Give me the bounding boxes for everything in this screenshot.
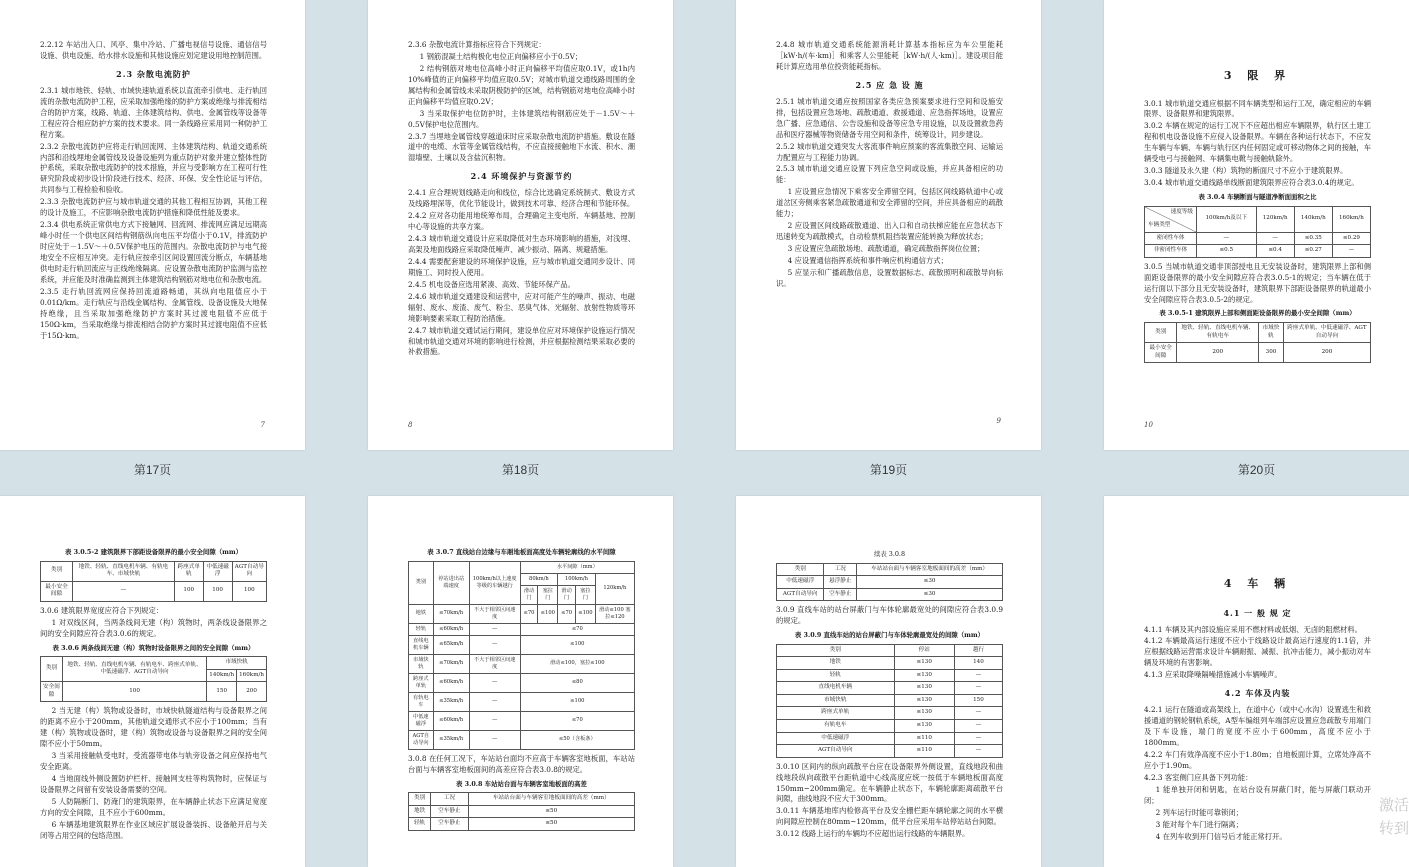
table-cell: 空车静止 xyxy=(431,818,468,831)
paragraph: 4 当地面线外侧设置防护栏杆、接触网支柱等构筑物时，应保证与设备限界之间留有安装设备需要的空间。 xyxy=(40,774,267,794)
paragraph: 4.2.1 运行在隧道或高架线上，在道中心（或中心水沟）设置逃生和救援通道的钢轮钢轨系统，A型车编组列车端部应设置应急疏散专用端门及下车设施，端门的宽度不应小于600mm，高度不应小于1800mm。 xyxy=(1144,705,1371,747)
table-row xyxy=(409,730,635,749)
table-cell: ≤35km/h xyxy=(433,692,469,711)
chapter-title: 4 车 辆 xyxy=(1223,577,1292,590)
table-header: 工况 xyxy=(431,793,468,806)
page-23-paragraphs xyxy=(776,762,1003,841)
table-row xyxy=(409,692,635,711)
table-header: 市域快轨 xyxy=(207,657,267,670)
paragraph: 3 能对每个车门进行隔离； xyxy=(1155,819,1243,829)
table-row xyxy=(777,694,1003,707)
paragraph: 2.5.3 城市轨道交通应设置下列应急空间或设施，并应具备相应的功能： xyxy=(776,164,1003,185)
paragraph: 2 结构钢筋对地电位高峰小时正向偏移平均值应取0.1V，或1h内10%峰值的正向偏移平均值应取0.5V；对城市轨道交通线路周围的金属结构和金属管线未采取阴极防护的区域，结构钢筋对地电位高峰小时正向偏移平均值应取0.2V； xyxy=(408,63,635,106)
table-cell: ≤0.4 xyxy=(1256,245,1294,258)
table-row xyxy=(409,623,635,635)
table-cell: — xyxy=(469,711,520,730)
page-caption-18[interactable]: 第18页 xyxy=(501,463,540,477)
table-caption: 表 3.0.7 直线站台边缘与车厢地板面高度处车辆轮廓线的水平间隙 xyxy=(427,548,616,556)
table-header: 中低速磁浮 xyxy=(203,561,232,581)
document-page-21[interactable] xyxy=(0,496,305,867)
table-header: 塞拉门 xyxy=(575,585,595,604)
page-20-paragraphs xyxy=(1144,99,1371,190)
table-cell: ≤80 xyxy=(520,673,634,692)
table-cell: 100 xyxy=(62,682,206,702)
table-3-0-4 xyxy=(1144,206,1371,258)
paragraph: 3.0.6 建筑限界宽度应符合下列规定： xyxy=(40,605,164,615)
table-row xyxy=(409,673,635,692)
table-cell: — xyxy=(954,720,1002,733)
paragraph: 2.5.2 城市轨道交通突发大客流事件响应预案的客流集散空间、运输运力配置应与工程能力协调。 xyxy=(776,141,1003,162)
table-cell: ≤70 xyxy=(558,604,576,623)
table-header: 140km/h xyxy=(207,669,237,682)
table-header: 120km/h xyxy=(595,573,634,604)
paragraph: 2.4.3 城市轨道交通设计应采取降低对生态环境影响的措施，对浅埋、高架及地面线路应采取降低噪声、减少振动、隔离、规避措施。 xyxy=(408,234,635,254)
paragraph: 3 当采取保护电位防护时，主体建筑结构钢筋应处于－1.5V～＋0.5V保护电位范围内。 xyxy=(408,108,635,129)
table-cell: AGT自动导向 xyxy=(777,588,824,601)
table-cell: 100 xyxy=(232,581,266,601)
table-cell: ≤110 xyxy=(894,745,954,758)
table-3-0-8 xyxy=(408,792,635,831)
paragraph: 2.3.4 供电系统正常供电方式下接触网、回流网、排流网应满足远期高峰小时任一个供电区间结构钢筋纵向电压平均值小于0.1V，排流防护时应处于－1.5V～＋0.5V保护电压的范围内。杂散电流防护与电气接地安全不应相互冲突。走行轨应按牵引区间设置回流分断点，车辆基地供电时走行轨回流应与正线绝缘隔离。应设置杂散电流防护监测与监控系统，并应能及时准确监测到主体建筑结构钢筋对地电位和杂散电流。 xyxy=(40,220,267,284)
paragraph: 1 能单独开闭和钥匙，在站台设有屏蔽门时，能与屏蔽门联动开闭； xyxy=(1144,784,1371,805)
table-caption: 续表 3.0.8 xyxy=(873,550,906,558)
table-cell: AGT自动导向 xyxy=(409,730,434,749)
page-21-content xyxy=(40,544,267,843)
table-cell: — xyxy=(73,581,175,601)
table-cell: ≤70 xyxy=(520,604,538,623)
table-cell: — xyxy=(469,730,520,749)
table-cell: 140 xyxy=(954,657,1002,670)
paragraph: 2.4.1 应合理规划线路走向和线位，综合比选确定系统制式、敷设方式及线路埋深等，优化节能设计，做到技术可靠、经济合理和节能环保。 xyxy=(408,188,635,209)
table-caption: 表 3.0.4 车辆断面与隧道净断面面积之比 xyxy=(1198,193,1317,201)
paragraph: 1 应设置应急情况下乘客安全滞留空间，包括区间线路轨道中心或道岔区旁侧乘客紧急疏散通道和安全滞留的空间，并应具备相应的疏散能力； xyxy=(776,187,1003,219)
table-cell: 中低速磁浮 xyxy=(777,576,824,589)
paragraph: 2.5.1 城市轨道交通应按照国家各类应急预案要求进行空间和设施安排，包括设置应急场地、疏散通道、救援通道、应急指挥场地，设置应急广播、应急通信、公告设施和设备等应急专用设施，以及设置救急药品和医疗器械等物资储备专用空间和条件，统筹设计，同步建设。 xyxy=(776,96,1003,139)
table-cell: 最小安全间隙 xyxy=(1145,343,1177,363)
table-cell: 中低速磁浮 xyxy=(409,711,434,730)
table-3-0-6 xyxy=(40,656,267,702)
table-header: 类别 xyxy=(777,563,824,576)
table-cell: ≤60km/h xyxy=(433,673,469,692)
paragraph: 1 钢筋混凝土结构极化电位正向偏移应小于0.5V； xyxy=(419,51,583,61)
paragraph: 3.0.1 城市轨道交通应根据不同车辆类型和运行工况，确定相应的车辆限界、设备限界和建筑限界。 xyxy=(1144,98,1371,119)
paragraph: 5 应显示和广播疏散信息，设置数据标志、疏散照明和疏散导向标识。 xyxy=(776,267,1003,288)
table-cell: ≤0.29 xyxy=(1332,232,1370,245)
table-cell: ≤50 xyxy=(468,818,634,831)
table-cell: ≤100 xyxy=(538,604,558,623)
section-paragraphs xyxy=(1144,625,1371,682)
paragraph: 6 车辆基地建筑限界在作业区域应扩展设备装拆、设备舱开启与关闭等占用空间的包络范围。 xyxy=(40,819,267,840)
table-row xyxy=(777,732,1003,745)
table-header: 类别 xyxy=(41,561,73,581)
page-caption-17[interactable]: 第17页 xyxy=(133,463,172,477)
table-row xyxy=(41,682,267,702)
paragraph: 4 在列车收到开门信号后才能正常打开。 xyxy=(1155,831,1287,841)
table-header: 160km/h xyxy=(237,669,267,682)
table-cell: 安全间隙 xyxy=(41,682,63,702)
table-cell: 地铁 xyxy=(409,805,431,818)
table-cell: ≤0.27 xyxy=(1294,245,1332,258)
table-row xyxy=(409,805,635,818)
table-caption: 表 3.0.5-2 建筑限界下部距设备限界的最小安全间隙（mm） xyxy=(64,548,243,556)
table-cell: 不大于相邻区间速度 xyxy=(469,654,520,673)
table-cell: ≤130 xyxy=(894,720,954,733)
table-cell: ≤50 xyxy=(468,805,634,818)
table-header: 停站进出站端速度 xyxy=(433,561,469,604)
section-title: 2.5 应 急 设 施 xyxy=(855,79,924,90)
table-header: 120km/h xyxy=(1256,206,1294,232)
table-header: 类别 xyxy=(409,561,434,604)
corner-top-label: 速度等级 xyxy=(1170,208,1193,215)
table-cell: — xyxy=(954,745,1002,758)
paragraph: 3.0.9 直线车站的站台屏蔽门与车体轮廓最宽处的间隙应符合表3.0.9的规定。 xyxy=(776,605,1003,626)
page-number: 9 xyxy=(996,416,1001,425)
table-cell: 空车静止 xyxy=(431,805,468,818)
table-cell: ≤130 xyxy=(894,669,954,682)
table-cell: ≤60km/h xyxy=(433,711,469,730)
table-header: 工况 xyxy=(824,563,857,576)
page-number: 7 xyxy=(260,420,265,429)
table-cell: 有轨电车 xyxy=(777,720,895,733)
chapter-title: 3 限 界 xyxy=(1223,69,1292,82)
table-header: 滑动门 xyxy=(520,585,538,604)
table-3-0-7 xyxy=(408,561,635,750)
table-cell: 滑动≤100 塞拉≤120 xyxy=(595,604,634,623)
paragraph: 4.1.2 车辆最高运行速度不应小于线路设计最高运行速度的1.1倍，并应根据线路运营需求设计车辆耐振、减振、抗冲击能力，减小振动对车辆及环境的有害影响。 xyxy=(1144,636,1371,668)
document-page-17[interactable] xyxy=(0,0,305,450)
paragraph: 2.4.5 机电设备应选用紧凑、高效、节能环保产品。 xyxy=(408,279,575,289)
table-cell: — xyxy=(954,669,1002,682)
page-19-content xyxy=(776,40,1003,291)
table-cell: 空车静止 xyxy=(824,588,857,601)
table-cell: 地铁 xyxy=(409,604,434,623)
table-cell: 密闭性车体 xyxy=(1145,232,1197,245)
paragraph: 4 应设置通信指挥系统和事件响应机构通信方式； xyxy=(787,255,948,265)
table-cell: — xyxy=(469,692,520,711)
table-3-0-5-2 xyxy=(40,561,267,602)
table-header: 类别 xyxy=(41,657,63,682)
section-title: 4.1 一 般 规 定 xyxy=(1223,607,1292,618)
paragraph: 2.3.2 杂散电流防护应将走行轨回流网、主体建筑结构、轨道交通系统内部和沿线埋地金属管线及设备设施列为重点防护对象并建立整体性防护系统，采取杂散电流防护的技术措施，并应与受影响方在工程可行性研究阶段或初步设计阶段进行技术、经济、环保、安全性论证与评估，共同参与工程检验和验收。 xyxy=(40,141,267,195)
table-cell: ≤130 xyxy=(894,707,954,720)
table-cell: ≤110 xyxy=(894,732,954,745)
paragraph: 4.2.2 车门有效净高度不应小于1.80m；自地板面计算，立席处净高不应小于1.90m。 xyxy=(1144,749,1371,770)
table-row xyxy=(777,682,1003,695)
table-cell: 150 xyxy=(207,682,237,702)
paragraph: 3.0.3 隧道及永久建（构）筑物的断面尺寸不应小于建筑限界。 xyxy=(1144,166,1348,176)
list-items xyxy=(1144,785,1371,843)
table-header: 市域快轨 xyxy=(1259,323,1284,343)
document-page-22[interactable] xyxy=(368,496,673,867)
table-cell: 200 xyxy=(1283,343,1370,363)
table-header: 水平间隙（mm） xyxy=(520,561,634,573)
table-3-0-9 xyxy=(776,644,1003,758)
table-header: 塞拉门 xyxy=(538,585,558,604)
table-cell: 轻轨 xyxy=(409,818,431,831)
table-cell: ≤70 xyxy=(520,711,634,730)
table-cell: 100 xyxy=(174,581,203,601)
table-row xyxy=(409,635,635,654)
table-header: 类别 xyxy=(409,793,431,806)
table-cell: — xyxy=(469,635,520,654)
table-cell: 直线电机车辆 xyxy=(777,682,895,695)
page-number: 8 xyxy=(408,420,413,429)
table-cell: ≤0.5 xyxy=(1197,245,1257,258)
table-header: AGT自动导向 xyxy=(232,561,266,581)
table-cell: 不大于相邻区间速度 xyxy=(469,604,520,623)
paragraph: 1 对双线区间，当两条线间无建（构）筑物时，两条线设备限界之间的安全间隙应符合表3.0.6的规定。 xyxy=(40,617,267,638)
table-row xyxy=(777,588,1003,601)
table-cell: 300 xyxy=(1259,343,1284,363)
paragraph: 4.1.1 车辆及其内部设施应采用不燃材料或低烟、无卤的阻燃材料。 xyxy=(1144,624,1362,634)
table-cell: 轻轨 xyxy=(409,623,434,635)
page-23-content xyxy=(776,546,1003,841)
table-cell: ≤130 xyxy=(894,694,954,707)
table-header: 跨座式单轨 xyxy=(174,561,203,581)
table-header: 越行 xyxy=(954,644,1002,657)
page-17-content xyxy=(40,40,267,342)
table-cell: ≤100 xyxy=(520,692,634,711)
table-header: 地铁、轻轨、直线电机车辆、有轨电车 xyxy=(1177,323,1259,343)
table-cell: — xyxy=(1256,232,1294,245)
table-row xyxy=(1145,245,1371,258)
table-cell: ≤35km/h xyxy=(433,730,469,749)
table-cell: AGT自动导向 xyxy=(777,745,895,758)
table-cell: 轻轨 xyxy=(777,669,895,682)
paragraph: 2.3.1 城市地铁、轻轨、市域快速轨道系统以直流牵引供电、走行轨回流的杂散电流防护工程，应采取加强绝缘的防护方案或绝缘与排流相结合的防护方案，线路、轨道、主体建筑结构、供电、金属管线等设备等工程应符合相应防护方案的技术要求。同一条线路应采用同一种防护工程方案。 xyxy=(40,85,267,139)
table-header: 地铁、轻轨、直线电机车辆、有轨电车、跨座式单轨、中低速磁浮、AGT自动导向 xyxy=(62,657,206,682)
table-cell: — xyxy=(1332,245,1370,258)
table-row xyxy=(777,707,1003,720)
table-cell: 200 xyxy=(1177,343,1259,363)
table-cell: 100 xyxy=(203,581,232,601)
table-header: 100km/h及以下 xyxy=(1197,206,1257,232)
document-page-23[interactable] xyxy=(736,496,1041,867)
table-row xyxy=(409,818,635,831)
paragraph: 2.4.7 城市轨道交通试运行期间，建设单位应对环境保护设施运行情况和城市轨道交通对环境的影响进行检测，并应根据检测结果采取必要的补救措施。 xyxy=(408,325,635,357)
table-caption: 表 3.0.8 车站站台面与车辆客室地板面的高差 xyxy=(456,779,587,788)
corner-bottom-label: 车辆类型 xyxy=(1148,222,1171,229)
table-cell: 200 xyxy=(237,682,267,702)
document-page-19[interactable] xyxy=(736,0,1041,450)
section-title: 2.3 杂散电流防护 xyxy=(116,68,191,79)
table-row xyxy=(777,669,1003,682)
paragraph: 2.3.5 走行轨回流网应保持回流道路畅通，其纵向电阻值应小于0.01Ω/km。走行轨应与沿线金属结构、金属管线、设备设施及大地保持绝缘，且当采取加强绝缘防护方案时其过渡电阻值不应低于150Ω·km，当采取绝缘与排流相结合防护方案时其过渡电阻值不应低于15Ω·km。 xyxy=(40,286,267,340)
table-header: 滑动门 xyxy=(558,585,576,604)
paragraph: 2.3.7 当埋地金属管线穿越道床时应采取杂散电流防护措施。敷设在隧道中的电缆、水管等金属管线结构，不应直接接触地下水流、积水、潮湿墙壁、土壤以及含盐沉积物。 xyxy=(408,131,635,163)
paragraph: 3 应设置应急疏散场地、疏散通道，确定疏散指挥岗位位置； xyxy=(787,244,985,253)
table-cell: — xyxy=(954,732,1002,745)
table-cell: 滑动≤100，塞拉≤100 xyxy=(520,654,634,673)
table-row xyxy=(777,576,1003,589)
table-cell: 有轨电车 xyxy=(409,692,434,711)
table-cell: ≤100 xyxy=(520,635,634,654)
paragraph: 2.4.4 需要配套建设的环境保护设施，应与城市轨道交通同步设计、同期施工、同时投入使用。 xyxy=(408,256,635,277)
paragraph: 2.3.3 杂散电流防护应与城市轨道交通的其他工程相互协调，其他工程的设计及施工，不应影响杂散电流防护措施和降低性能及要求。 xyxy=(40,197,267,218)
table-cell: ≤130 xyxy=(894,682,954,695)
table-row xyxy=(1145,232,1371,245)
paragraph: 3.0.2 车辆在规定的运行工况下不应超出相应车辆限界，轨行区土建工程和机电设备设施不应侵入设备限界。车辆在各种运行状态下，不应发生车辆与车辆、车辆与轨行区内任何固定或可移动物体之间的接触，车辆受电弓与接触网、车辆集电靴与接触轨除外。 xyxy=(1144,121,1371,164)
page-caption-19[interactable]: 第19页 xyxy=(869,463,908,477)
table-caption: 表 3.0.6 两条线间无建（构）筑物时设备限界之间的安全间隙（mm） xyxy=(52,643,255,652)
page-24-content xyxy=(1144,548,1371,843)
table-row xyxy=(409,654,635,673)
table-row xyxy=(777,720,1003,733)
table-row xyxy=(41,581,267,601)
page-caption-20[interactable]: 第20页 xyxy=(1237,463,1276,477)
table-cell: — xyxy=(469,623,520,635)
paragraph: 3.0.10 区间内的纵向疏散平台应在设备限界外侧设置，直线地段和曲线地段纵向疏散平台距轨道中心线高度应统一按低于车辆地板面高度150mm~200mm确定。在车辆静止状态下，车辆轮廓距离疏散平台间隙，曲线地段不应大于300mm。 xyxy=(776,761,1003,804)
table-header: 车站站台面与车辆客室地板面间的高差（mm） xyxy=(468,793,634,806)
table-header: 160km/h xyxy=(1332,206,1370,232)
table-cell: ≤70 xyxy=(520,623,634,635)
table-row xyxy=(1145,343,1371,363)
table-header: 停站 xyxy=(894,644,954,657)
table-cell: 最小安全间隙 xyxy=(41,581,73,601)
table-row xyxy=(409,604,635,623)
paragraph: 2 应设置区间线路疏散通道、出入口和自动扶梯应能在应急状态下迅速转变为疏散模式，自动检票机阻挡装置应能转换为释放状态； xyxy=(776,221,1003,242)
table-cell: ≤65km/h xyxy=(433,635,469,654)
table-cell: 中低速磁浮 xyxy=(777,732,895,745)
watermark-line: 转到 xyxy=(1378,819,1409,837)
table-header: 100km/h xyxy=(558,573,596,585)
table-row xyxy=(777,657,1003,670)
document-page-18[interactable] xyxy=(368,0,673,450)
table-cell: 悬浮静止 xyxy=(824,576,857,589)
document-page-20[interactable] xyxy=(1104,0,1409,450)
table-header: 车站站台面与车辆客室地板面间的高差（mm） xyxy=(857,563,1003,576)
paragraph: 3.0.12 线路上运行的车辆均不应超出运行线路的车辆限界。 xyxy=(776,829,970,839)
page-22-content xyxy=(408,544,635,835)
table-header: 类别 xyxy=(1145,323,1177,343)
paragraph: 4.2.3 客室侧门应具备下列功能： xyxy=(1144,772,1253,782)
table-cell: — xyxy=(954,682,1002,695)
table-row xyxy=(777,745,1003,758)
paragraph: 2.4.2 应对各功能用地统筹布局，合理确定主变电所、车辆基地、控制中心等设施的共享方案。 xyxy=(408,211,635,232)
table-caption: 表 3.0.5-1 建筑限界上部和侧面距设备限界的最小安全间隙（mm） xyxy=(1159,309,1356,318)
table-cell: — xyxy=(469,673,520,692)
table-cell: 非密闭性车体 xyxy=(1145,245,1197,258)
table-cell: ≤70km/h xyxy=(433,654,469,673)
activation-watermark xyxy=(1379,795,1409,840)
table-3-0-5-1 xyxy=(1144,322,1371,363)
paragraph: 5 人防隔断门、防淹门的建筑限界，在车辆静止状态下应满足宽度方向的安全间隙，且不应小于600mm。 xyxy=(40,796,267,817)
table-header: 类别 xyxy=(777,644,895,657)
table-row xyxy=(409,711,635,730)
table-cell: 市域快轨 xyxy=(777,694,895,707)
paragraph: 3 当采用接触轨受电时，受流器带电体与轨旁设备之间应保持电气安全距离。 xyxy=(40,751,267,772)
table-header: 跨座式单轨、中低速磁浮、AGT自动导向 xyxy=(1283,323,1370,343)
table-header: 140km/h xyxy=(1294,206,1332,232)
paragraph: 4.1.3 应采取降噪隔噪措施减小车辆噪声。 xyxy=(1144,670,1282,680)
paragraph: 3.0.5 当城市轨道交通非顶部授电且无安装设备时，建筑限界上部和侧面距设备限界的最小安全间隙应符合表3.0.5-1的规定；当车辆在低于运行面以下部分且无安装设备时，建筑限界下部距设备限界的轨道最小安全间隙应符合表3.0.5-2的规定。 xyxy=(1144,261,1371,304)
page-number: 10 xyxy=(1144,420,1153,429)
table-cell: ≤130 xyxy=(894,657,954,670)
paragraph: 3.0.8 在任何工况下，车站站台面均不应高于车辆客室地板面，车站站台面与车辆客室地板面间的高差应符合表3.0.8的规定。 xyxy=(408,753,635,774)
table-cell: 直线电机车辆 xyxy=(409,635,434,654)
paragraph: 3.0.11 车辆基地库内检修高平台及安全栅栏距车辆轮廓之间的水平横向间隙应控制在80mm~120mm，低平台应采用车站停站站台间隙。 xyxy=(776,806,1003,827)
table-corner xyxy=(1145,206,1197,232)
page-21-items xyxy=(40,706,267,841)
table-cell: ≤30 xyxy=(857,588,1003,601)
paragraph: 2.4.8 城市轨道交通系统能源消耗计算基本指标应为车公里能耗［kW·h/(车·km)］和乘客人公里能耗［kW·h/(人·km)］。建设项目能耗计算应选用单位投资能耗指标。 xyxy=(776,40,1003,71)
watermark-line: 激活 xyxy=(1378,797,1409,814)
section-title: 4.2 车体及内装 xyxy=(1224,688,1291,699)
paragraph: 2 列车运行时能可靠锁闭； xyxy=(1155,807,1243,817)
table-cell: 跨座式单轨 xyxy=(777,707,895,720)
table-cell: ≤30 xyxy=(857,576,1003,589)
table-cell: — xyxy=(1197,232,1257,245)
section-paragraphs xyxy=(1144,705,1371,784)
table-header: 100km/h以上速度等级的车辆越行 xyxy=(469,561,520,604)
table-cell: — xyxy=(954,707,1002,720)
table-cell: 跨座式单轨 xyxy=(409,673,434,692)
table-caption: 表 3.0.9 直线车站的站台屏蔽门与车体轮廓最宽处的间隙（mm） xyxy=(794,631,985,640)
table-cell: ≤0.35 xyxy=(1294,232,1332,245)
table-header: 80km/h xyxy=(520,573,558,585)
document-page-24[interactable] xyxy=(1104,496,1409,867)
table-3-0-8-continued xyxy=(776,563,1003,602)
paragraph: 2.3.6 杂散电流计算指标应符合下列规定： xyxy=(408,40,546,49)
table-cell: ≤50（含板条） xyxy=(520,730,634,749)
table-cell: 地铁 xyxy=(777,657,895,670)
paragraph: 2.2.12 车站出入口、风亭、集中冷站、广播电视信号设施、通信信号设施、供电设施、给水排水设施和其他设施应划定建设用地控制范围。 xyxy=(40,40,267,60)
page-18-content xyxy=(408,40,635,359)
table-cell: ≤60km/h xyxy=(433,623,469,635)
paragraph: 2 当无建（构）筑物或设备时，市域快轨隧道结构与设备限界之间的距离不应小于200mm，其他轨道交通形式不应小于100mm；当有建（构）筑物或设备时，建（构）筑物或设备与设备限界之间的安全间隙不应小于50mm。 xyxy=(40,706,267,749)
paragraph: 3.0.4 城市轨道交通线路单线断面建筑限界应符合表3.0.4的规定。 xyxy=(1144,178,1359,188)
table-cell: 150 xyxy=(954,694,1002,707)
table-header: 地铁、轻轨、直线电机车辆、有轨电车、市域快轨 xyxy=(73,561,175,581)
paragraph: 2.4.6 城市轨道交通建设和运营中，应对可能产生的噪声、振动、电磁辐射、废水、废渣、废气、粉尘、恶臭气体、光辐射、放射性物质等环境影响要素采取工程防治措施。 xyxy=(408,291,635,323)
page-20-content xyxy=(1144,40,1371,367)
table-cell: ≤70km/h xyxy=(433,604,469,623)
table-cell: 市域快轨 xyxy=(409,654,434,673)
section-title: 2.4 环境保护与资源节约 xyxy=(470,171,573,182)
table-cell: ≤100 xyxy=(575,604,595,623)
